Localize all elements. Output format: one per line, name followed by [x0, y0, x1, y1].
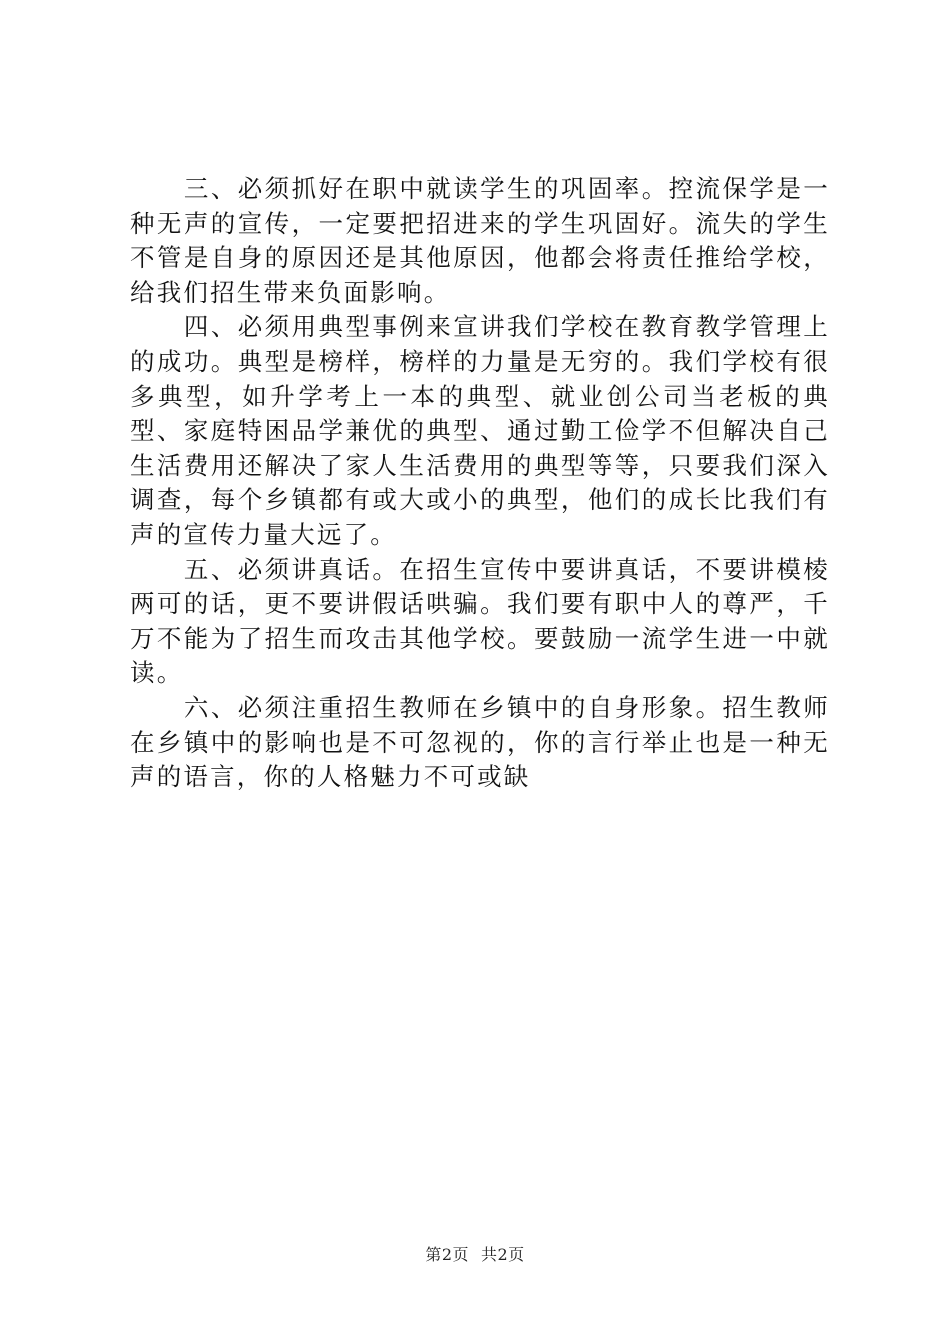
paragraph-five: 五、必须讲真话。在招生宣传中要讲真话，不要讲模棱两可的话，更不要讲假话哄骗。我们要有职中人的尊严，千万不能为了招生而攻击其他学校。要鼓励一流学生进一中就读。 — [130, 554, 830, 688]
paragraph-six: 六、必须注重招生教师在乡镇中的自身形象。招生教师在乡镇中的影响也是不可忽视的，你的言行举止也是一种无声的语言，你的人格魅力不可或缺 — [130, 692, 830, 792]
paragraph-three: 三、必须抓好在职中就读学生的巩固率。控流保学是一种无声的宣传，一定要把招进来的学生巩固好。流失的学生不管是自身的原因还是其他原因，他都会将责任推给学校，给我们招生带来负面影响。 — [130, 174, 830, 307]
page-total: 共2页 — [481, 1245, 525, 1264]
paragraph-four: 四、必须用典型事例来宣讲我们学校在教育教学管理上的成功。典型是榜样，榜样的力量是无穷的。我们学校有很多典型，如升学考上一本的典型、就业创公司当老板的典型、家庭特困品学兼优的典型、通过勤工俭学不但解决自己生活费用还解决了家人生活费用的典型等等，只要我们深入调查，每个乡镇都有或大或小的典型，他们的成长比我们有声的宣传力量大远了。 — [130, 312, 830, 549]
page-number: 第2页 — [425, 1245, 469, 1264]
page-footer — [0, 1242, 950, 1265]
document-body — [130, 172, 830, 795]
